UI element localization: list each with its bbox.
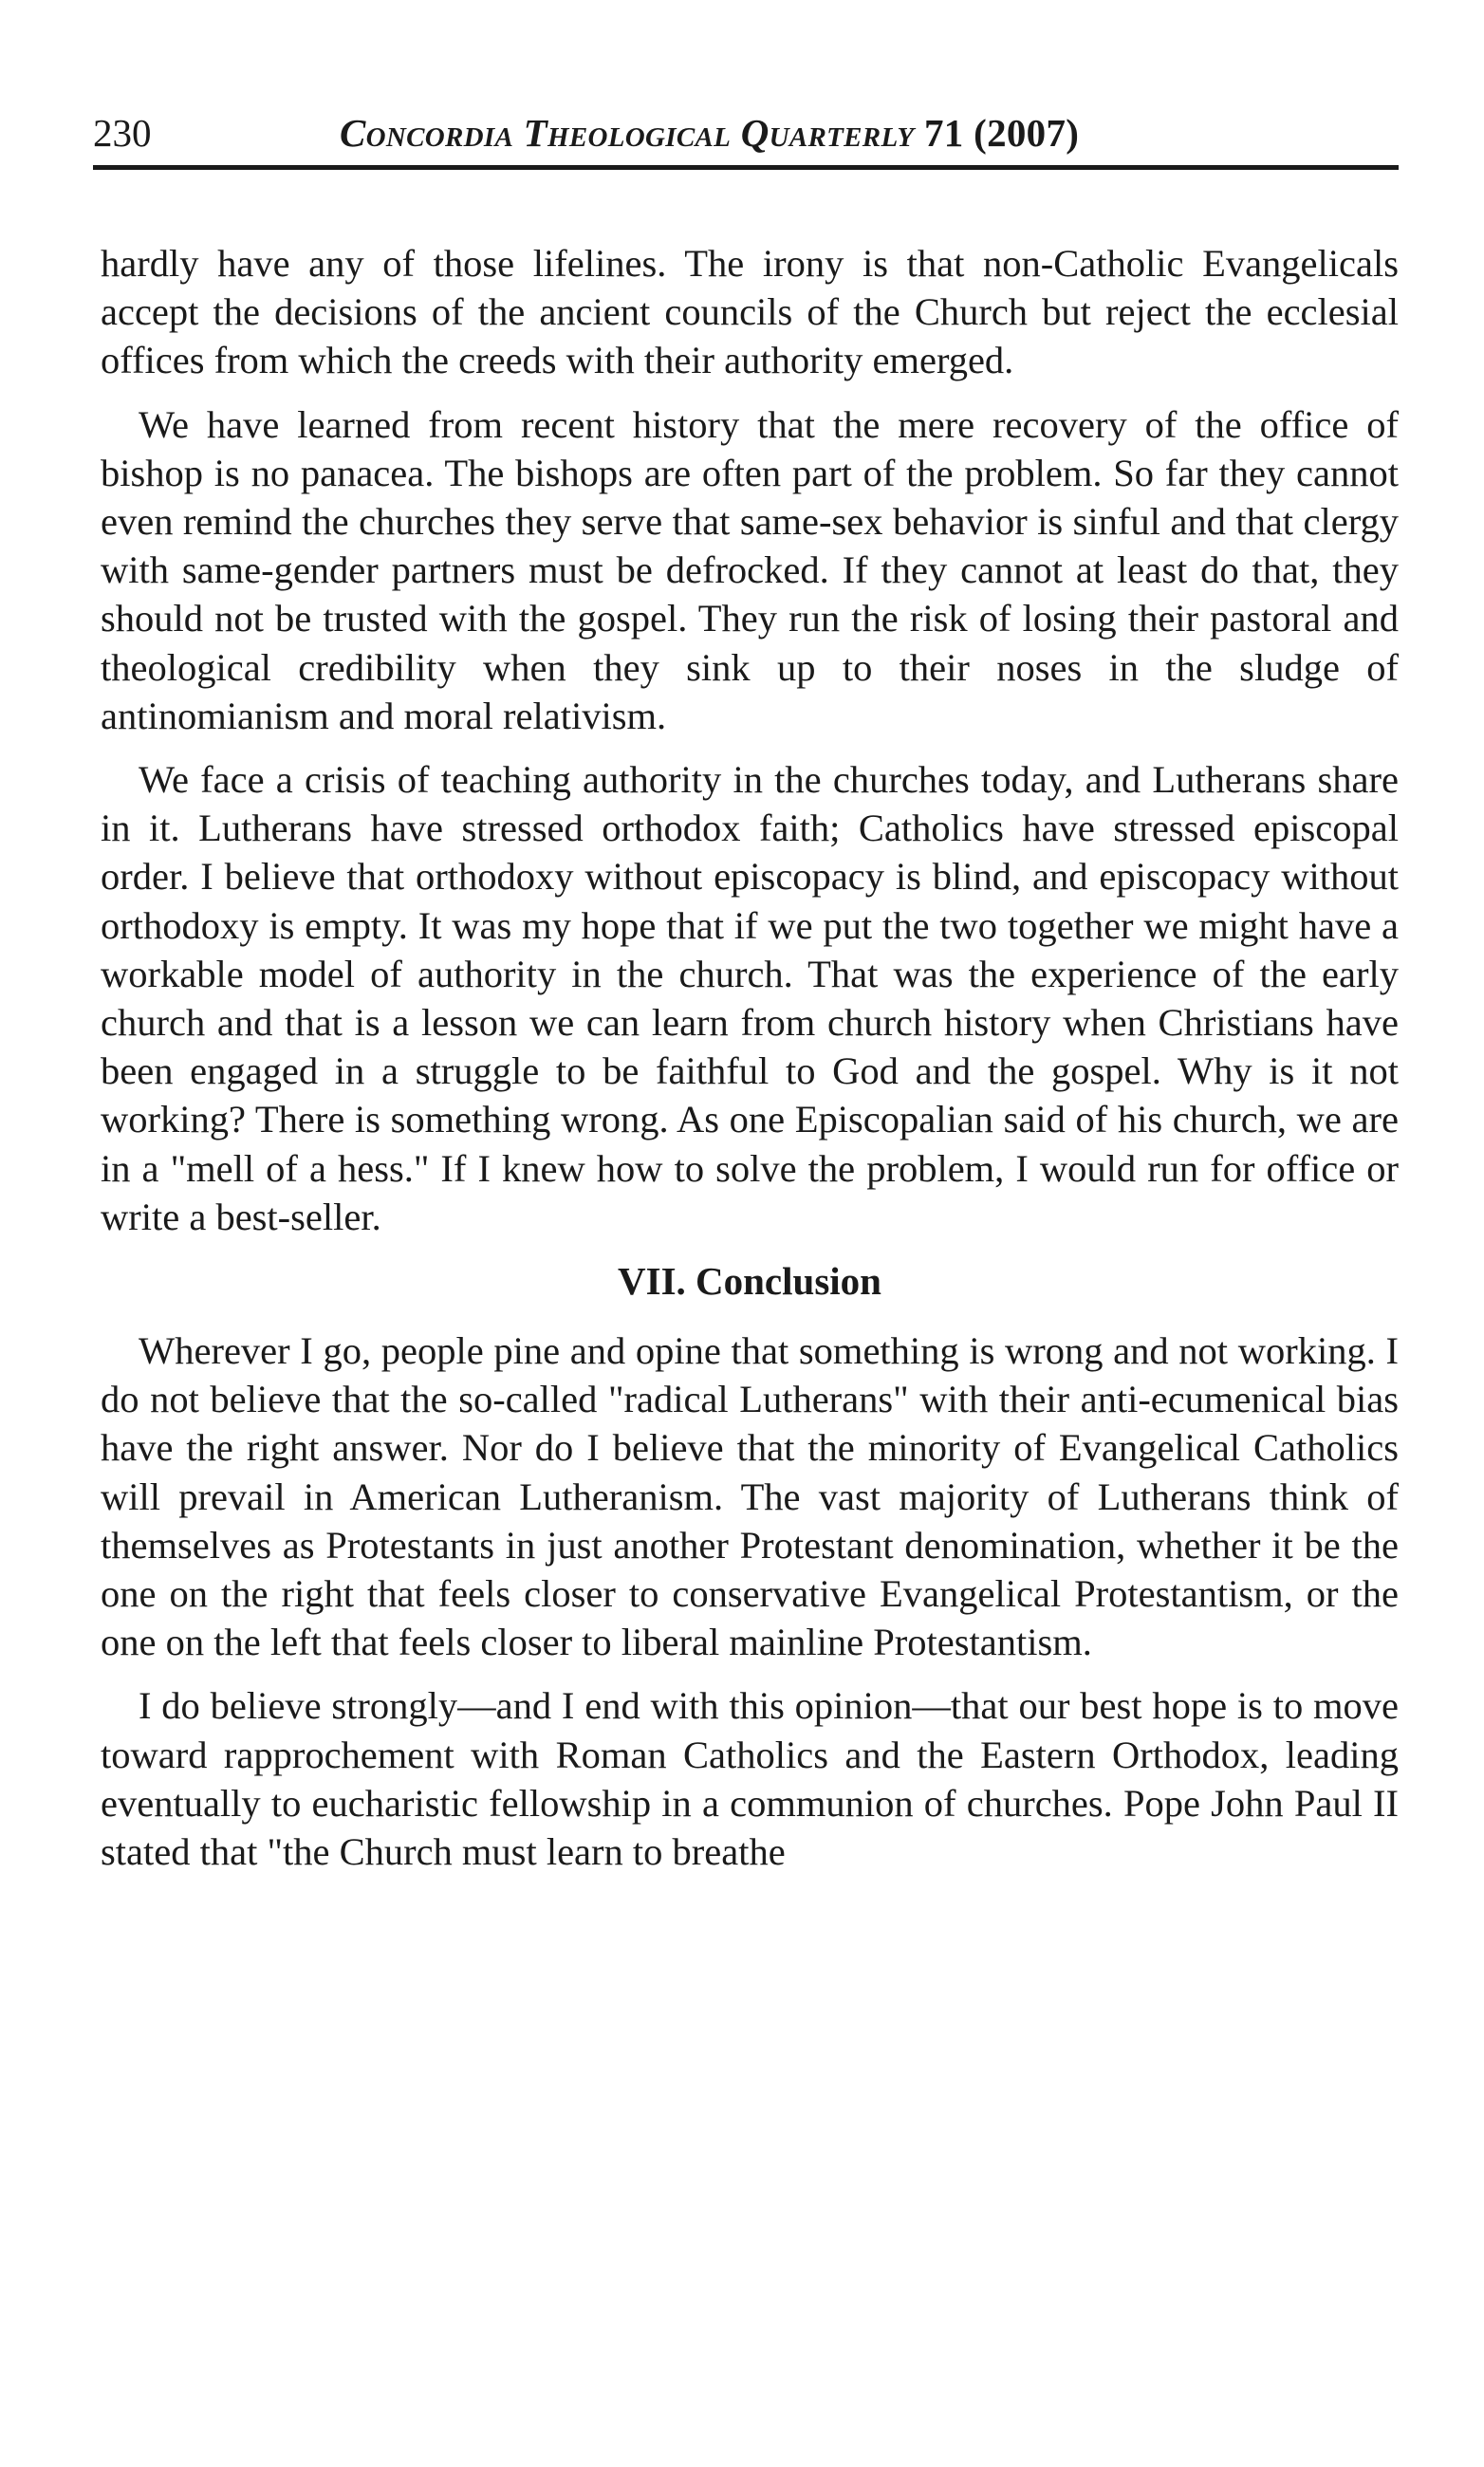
paragraph-continued: hardly have any of those lifelines. The irony is that non-Catholic Evangelicals accept the decisions of the ancient councils of the Church but reject the ecclesial offices from which the creeds with their authority emerged.	[101, 242, 1399, 382]
paragraph: We face a crisis of teaching authority in the churches today, and Lutherans share in it. Lutherans have stressed orthodox faith; Catholics have stressed episcopal order. I believe that orthodoxy without episcopacy is blind, and episcopacy without orthodoxy is empty. It was my hope that if we put the two together we might have a workable model of authority in the church. That was the experience of the early church and that is a lesson we can learn from church history when Christians have been engaged in a struggle to be faithful to God and the gospel. Why is it not working? There is something wrong. As one Episcopalian said of his church, we are in a "mell of a hess." If I knew how to solve the problem, I would run for office or write a best-seller.	[101, 758, 1399, 1238]
running-head	[93, 106, 1399, 167]
paragraph: We have learned from recent history that the mere recovery of the office of bishop is no panacea. The bishops are often part of the problem. So far they cannot even remind the churches they serve that same-sex behavior is sinful and that clergy with same-gender partners must be defrocked. If they cannot at least do that, they should not be trusted with the gospel. They run the risk of losing their pastoral and theological credibility when they sink up to their noses in the sludge of antinomianism and moral relativism.	[101, 402, 1399, 737]
paragraph: I do believe strongly—and I end with this opinion—that our best hope is to move toward rapprochement with Roman Catholics and the Eastern Orthodox, leading eventually to eucharistic fellowship in a communion of churches. Pope John Paul II stated that "the Church must learn to breathe	[101, 1684, 1399, 1874]
journal-title-text: Concordia Theological Quarterly	[340, 111, 915, 155]
paragraph: Wherever I go, people pine and opine that something is wrong and not working. I do not believe that the so-called "radical Lutherans" with their anti-ecumenical bias have the right answer. Nor do I believe that the minority of Evangelical Catholics will prevail in American Lutheranism. The vast majority of Lutherans think of themselves as Protestants in just another Protestant denomination, whether it be the one on the right that feels closer to conservative Evangelical Protestantism, or the one on the left that feels closer to liberal mainline Protestantism.	[101, 1329, 1399, 1664]
header-rule	[93, 165, 1399, 170]
journal-issue: 71 (2007)	[923, 111, 1080, 155]
body-text	[101, 239, 1399, 1891]
section-heading: VII. Conclusion	[618, 1259, 881, 1304]
page-number: 230	[93, 111, 152, 155]
journal-title	[340, 106, 1079, 159]
